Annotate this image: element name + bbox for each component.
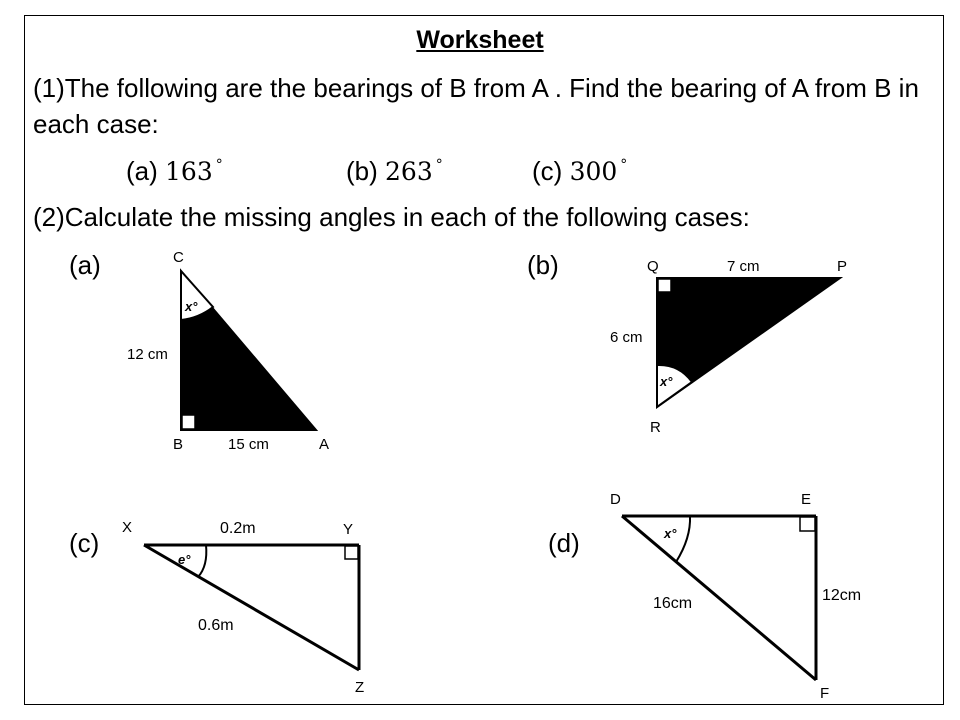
right-angle-marker-c (345, 546, 358, 559)
option-b-value: 263 (385, 157, 433, 186)
vertex-x: X (122, 519, 133, 536)
side-df-length: 16cm (653, 595, 693, 612)
angle-arc-c (198, 545, 206, 577)
diagram-b (610, 258, 847, 436)
vertex-b: B (173, 436, 184, 453)
part-b-label: (b) (527, 250, 559, 280)
vertex-y: Y (343, 521, 354, 538)
angle-arc-d (676, 516, 690, 562)
option-a-value: 163 (165, 157, 213, 186)
side-qr-length: 6 cm (610, 329, 643, 346)
option-c-value: 300 (569, 157, 618, 186)
diagram-c (122, 519, 364, 696)
vertex-f: F (820, 685, 830, 702)
option-b-label: (b) (346, 156, 378, 186)
right-angle-marker-d (800, 517, 815, 531)
worksheet-title: Worksheet (416, 26, 544, 54)
side-bc-length: 12 cm (127, 346, 168, 363)
angle-label-b: x° (660, 374, 673, 389)
option-c-unit: ° (620, 157, 628, 173)
side-xz (144, 545, 359, 670)
part-a-label: (a) (69, 250, 101, 280)
diagram-a (127, 249, 329, 453)
option-b-unit: ° (435, 157, 443, 173)
vertex-r: R (650, 419, 661, 436)
option-c-label: (c) (532, 156, 563, 186)
question-1-text: (1)The following are the bearings of B from A . Find the bearing of A from B in each case: (33, 73, 919, 139)
part-c-label: (c) (69, 528, 100, 558)
vertex-e: E (801, 491, 812, 508)
side-ef-length: 12cm (822, 587, 862, 604)
vertex-z: Z (355, 679, 365, 696)
vertex-d: D (610, 491, 621, 508)
angle-label-d: x° (664, 526, 677, 541)
side-ba-length: 15 cm (228, 436, 269, 453)
question-2-text: (2)Calculate the missing angles in each of the following cases: (33, 202, 750, 232)
vertex-q: Q (647, 258, 659, 275)
vertex-a: A (319, 436, 330, 453)
right-angle-marker-b (658, 279, 671, 292)
side-xz-length: 0.6m (198, 617, 234, 634)
angle-label-c: e° (178, 552, 191, 567)
side-df (622, 516, 816, 680)
diagram-d (610, 491, 861, 702)
vertex-c: C (173, 249, 184, 266)
right-angle-marker-a (182, 415, 195, 429)
angle-label-a: x° (185, 299, 198, 314)
part-d-label: (d) (548, 528, 580, 558)
side-xy-length: 0.2m (220, 520, 256, 537)
option-a-label: (a) (126, 156, 158, 186)
vertex-p: P (837, 258, 848, 275)
side-qp-length: 7 cm (727, 258, 760, 275)
option-a-unit: ° (215, 157, 223, 173)
